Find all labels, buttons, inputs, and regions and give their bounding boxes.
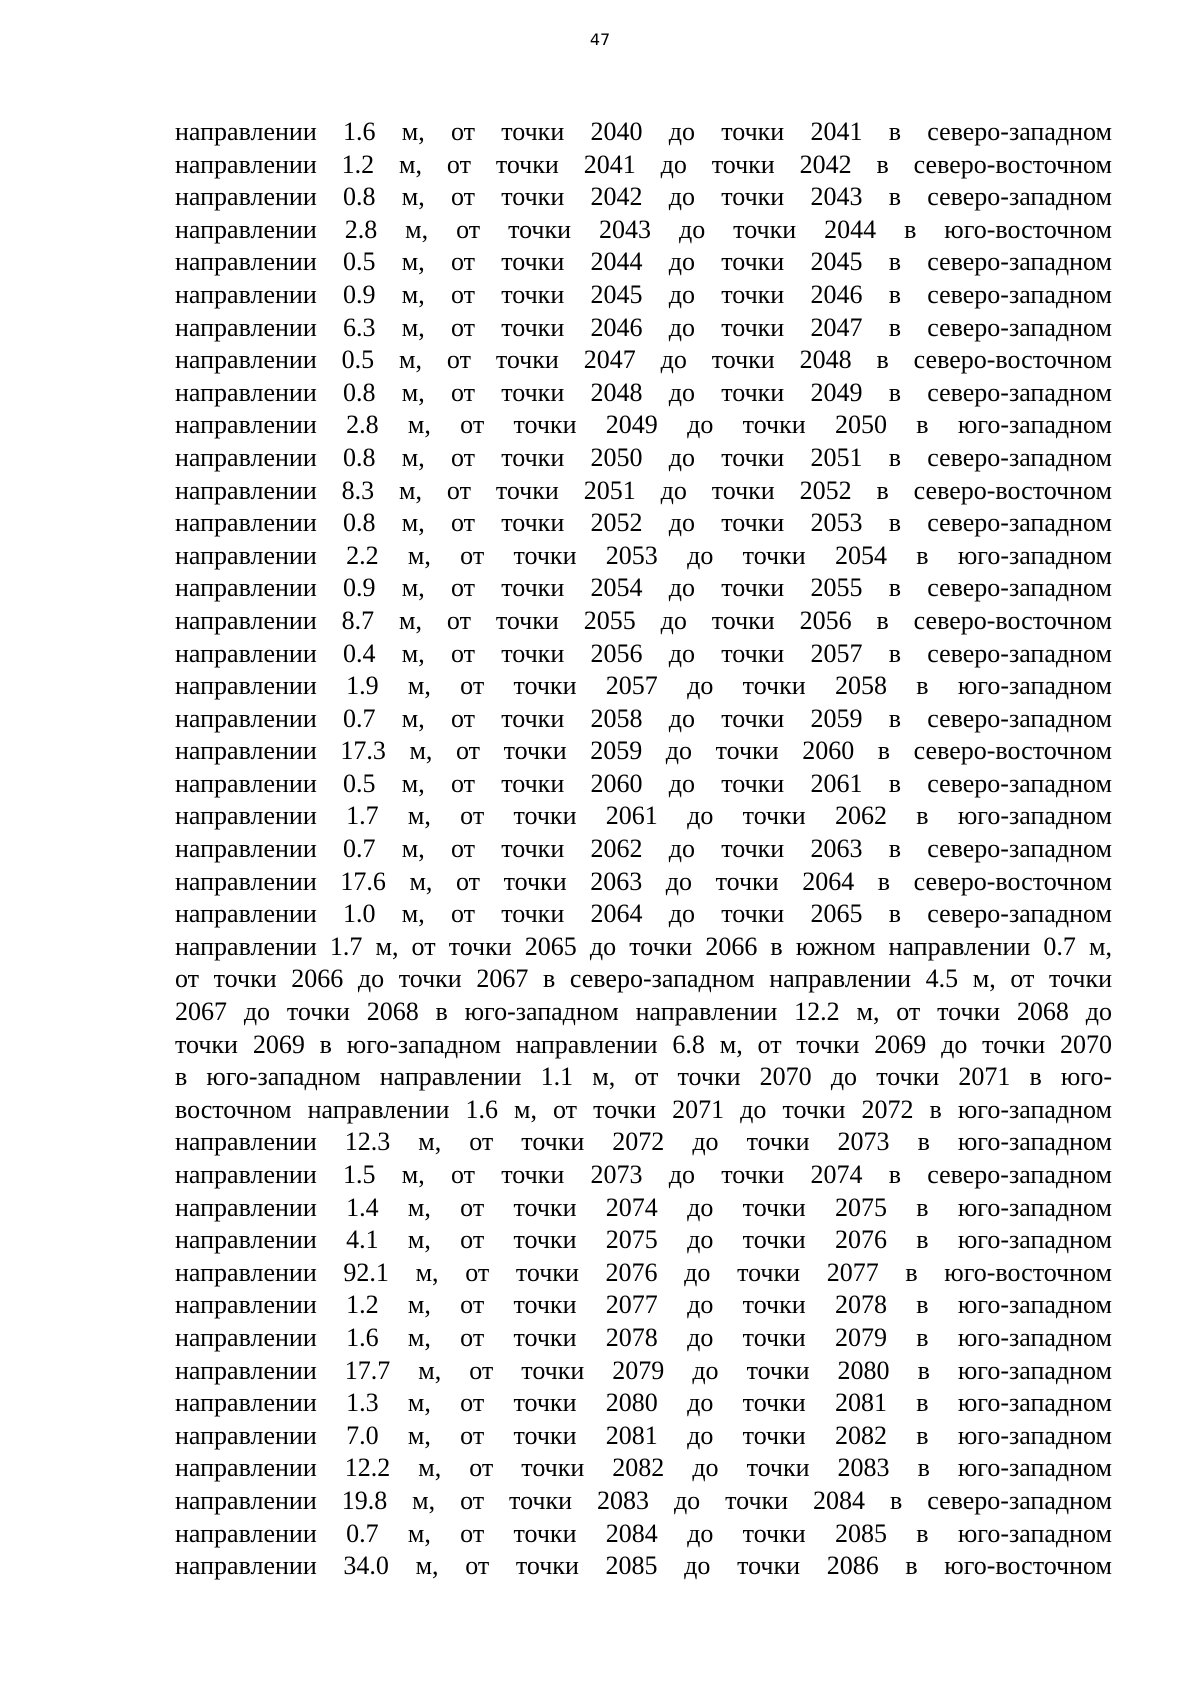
text-line: направлении 8.3 м, от точки 2051 до точки 2052 в северо-восточном bbox=[175, 475, 1112, 505]
text-line: направлении 1.3 м, от точки 2080 до точки 2081 в юго-западном bbox=[175, 1388, 1112, 1418]
text-line: направлении 0.8 м, от точки 2048 до точки 2049 в северо-западном bbox=[175, 377, 1112, 407]
body-text bbox=[175, 116, 1112, 1583]
text-line: направлении 2.2 м, от точки 2053 до точки 2054 в юго-западном bbox=[175, 540, 1112, 570]
text-line: направлении 17.3 м, от точки 2059 до точки 2060 в северо-восточном bbox=[175, 736, 1112, 766]
text-line: направлении 4.1 м, от точки 2075 до точки 2076 в юго-западном bbox=[175, 1225, 1112, 1255]
text-line: направлении 1.7 м, от точки 2065 до точки 2066 в южном направлении 0.7 м, bbox=[175, 931, 1112, 961]
text-line: направлении 7.0 м, от точки 2081 до точки 2082 в юго-западном bbox=[175, 1420, 1112, 1450]
page-number: 47 bbox=[589, 30, 611, 49]
text-line: направлении 17.6 м, от точки 2063 до точки 2064 в северо-восточном bbox=[175, 866, 1112, 896]
text-line: направлении 34.0 м, от точки 2085 до точки 2086 в юго-восточном bbox=[175, 1551, 1112, 1581]
text-line: направлении 1.2 м, от точки 2077 до точки 2078 в юго-западном bbox=[175, 1290, 1112, 1320]
text-line: направлении 8.7 м, от точки 2055 до точки 2056 в северо-восточном bbox=[175, 605, 1112, 635]
text-line: направлении 0.7 м, от точки 2062 до точки 2063 в северо-западном bbox=[175, 834, 1112, 864]
text-line: направлении 1.9 м, от точки 2057 до точки 2058 в юго-западном bbox=[175, 671, 1112, 701]
text-line: направлении 2.8 м, от точки 2043 до точки 2044 в юго-восточном bbox=[175, 214, 1112, 244]
text-line: 2067 до точки 2068 в юго-западном направлении 12.2 м, от точки 2068 до bbox=[175, 997, 1112, 1027]
text-line: направлении 1.6 м, от точки 2040 до точки 2041 в северо-западном bbox=[175, 117, 1112, 146]
text-line: направлении 12.3 м, от точки 2072 до точки 2073 в юго-западном bbox=[175, 1127, 1112, 1157]
text-line: от точки 2066 до точки 2067 в северо-западном направлении 4.5 м, от точки bbox=[175, 964, 1112, 994]
text-line: направлении 0.4 м, от точки 2056 до точки 2057 в северо-западном bbox=[175, 638, 1112, 668]
text-line: направлении 0.5 м, от точки 2047 до точки 2048 в северо-восточном bbox=[175, 345, 1112, 375]
text-line: направлении 0.9 м, от точки 2045 до точки 2046 в северо-западном bbox=[175, 279, 1112, 309]
text-line: направлении 0.7 м, от точки 2058 до точки 2059 в северо-западном bbox=[175, 703, 1112, 733]
text-line: направлении 1.0 м, от точки 2064 до точки 2065 в северо-западном bbox=[175, 899, 1112, 929]
text-line: направлении 0.8 м, от точки 2052 до точки 2053 в северо-западном bbox=[175, 508, 1112, 538]
text-line: направлении 1.7 м, от точки 2061 до точки 2062 в юго-западном bbox=[175, 801, 1112, 831]
text-line: направлении 0.5 м, от точки 2044 до точки 2045 в северо-западном bbox=[175, 247, 1112, 277]
text-line: направлении 19.8 м, от точки 2083 до точки 2084 в северо-западном bbox=[175, 1485, 1112, 1515]
text-line: направлении 1.5 м, от точки 2073 до точки 2074 в северо-западном bbox=[175, 1160, 1112, 1189]
text-line: направлении 2.8 м, от точки 2049 до точки 2050 в юго-западном bbox=[175, 410, 1112, 440]
text-line: направлении 1.6 м, от точки 2078 до точки 2079 в юго-западном bbox=[175, 1322, 1112, 1352]
text-line: направлении 1.2 м, от точки 2041 до точки 2042 в северо-восточном bbox=[175, 149, 1112, 179]
text-line: направлении 0.7 м, от точки 2084 до точки 2085 в юго-западном bbox=[175, 1518, 1112, 1548]
text-line: направлении 0.8 м, от точки 2042 до точки 2043 в северо-западном bbox=[175, 182, 1112, 212]
text-line: восточном направлении 1.6 м, от точки 2071 до точки 2072 в юго-западном bbox=[175, 1094, 1112, 1124]
text-line: в юго-западном направлении 1.1 м, от точки 2070 до точки 2071 в юго- bbox=[175, 1062, 1112, 1092]
text-line: направлении 0.5 м, от точки 2060 до точки 2061 в северо-западном bbox=[175, 768, 1112, 798]
text-line: направлении 0.8 м, от точки 2050 до точки 2051 в северо-западном bbox=[175, 442, 1112, 472]
text-line: направлении 0.9 м, от точки 2054 до точки 2055 в северо-западном bbox=[175, 573, 1112, 603]
text-line: точки 2069 в юго-западном направлении 6.8 м, от точки 2069 до точки 2070 bbox=[175, 1029, 1112, 1059]
text-line: направлении 6.3 м, от точки 2046 до точки 2047 в северо-западном bbox=[175, 312, 1112, 342]
text-line: направлении 17.7 м, от точки 2079 до точки 2080 в юго-западном bbox=[175, 1355, 1112, 1385]
text-line: направлении 92.1 м, от точки 2076 до точки 2077 в юго-восточном bbox=[175, 1257, 1112, 1287]
text-line: направлении 12.2 м, от точки 2082 до точки 2083 в юго-западном bbox=[175, 1453, 1112, 1483]
text-line: направлении 1.4 м, от точки 2074 до точки 2075 в юго-западном bbox=[175, 1192, 1112, 1222]
